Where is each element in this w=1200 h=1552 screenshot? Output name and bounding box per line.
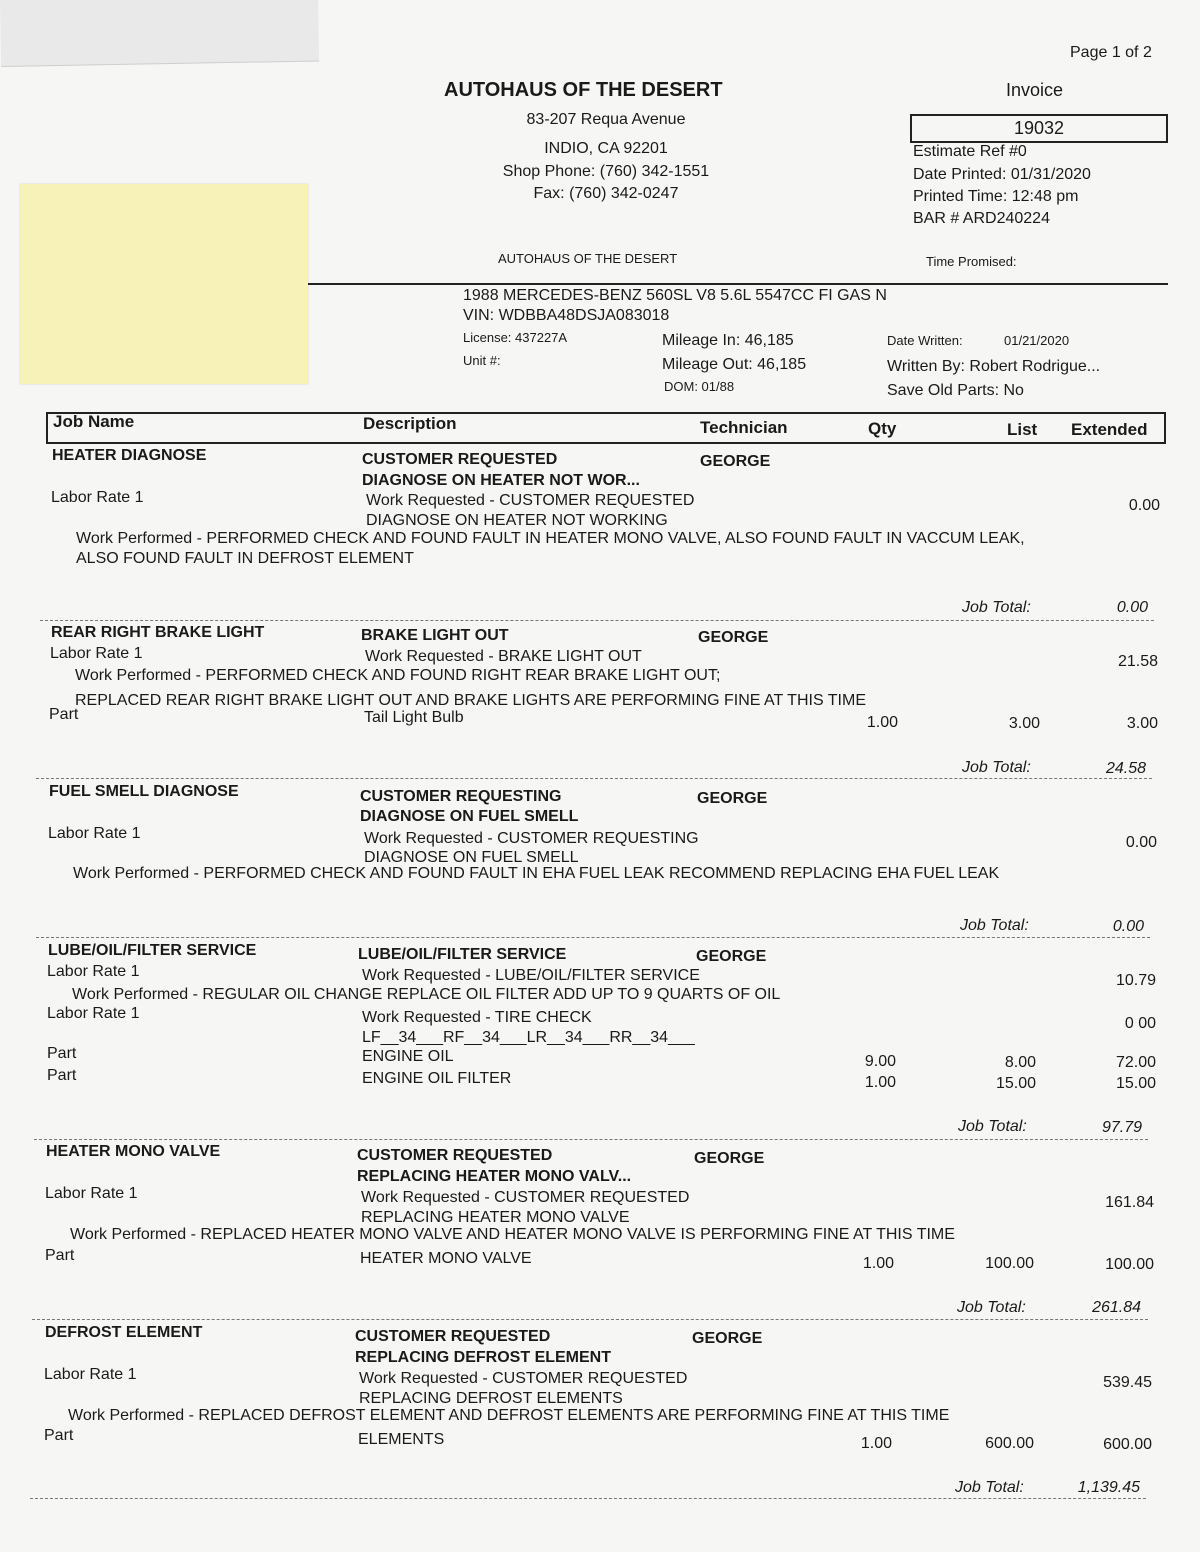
job-total-label: Job Total: — [958, 1118, 1027, 1135]
job-description: LUBE/OIL/FILTER SERVICE — [358, 946, 567, 963]
part-list: 3.00 — [1008, 715, 1040, 732]
labor-line: Labor Rate 1 — [45, 1185, 138, 1202]
work-performed: Work Performed - PERFORMED CHECK AND FOUND RIGHT REAR BRAKE LIGHT OUT; — [75, 667, 721, 684]
job-technician: GEORGE — [700, 453, 771, 470]
part-name: HEATER MONO VALVE — [360, 1250, 532, 1267]
job-divider — [30, 1498, 1146, 1499]
labor-amount: 161.84 — [1105, 1194, 1154, 1211]
col-extended: Extended — [1071, 420, 1148, 439]
part-label: Part — [45, 1247, 75, 1264]
job-total: 0.00 — [1116, 599, 1148, 616]
labor-line: Labor Rate 1 — [48, 825, 141, 842]
job-divider — [36, 778, 1152, 779]
job-description: BRAKE LIGHT OUT — [361, 627, 509, 644]
work-requested: Work Requested - CUSTOMER REQUESTED — [361, 1189, 690, 1206]
vehicle-license: License: 437227A — [463, 330, 568, 345]
job-technician: GEORGE — [694, 1150, 765, 1167]
shop-phone: Shop Phone: (760) 342-1551 — [502, 163, 710, 180]
part-list: 8.00 — [1004, 1054, 1036, 1071]
shop-address: 83-207 Requa Avenue — [526, 111, 686, 128]
job-total: 0.00 — [1112, 918, 1144, 935]
work-performed: Work Performed - PERFORMED CHECK AND FOUND FAULT IN EHA FUEL LEAK RECOMMEND REPLACING EHA FUEL LEAK — [73, 865, 1000, 882]
work-requested: DIAGNOSE ON FUEL SMELL — [364, 849, 579, 866]
job-divider — [36, 937, 1150, 938]
bar-number: BAR # ARD240224 — [913, 210, 1050, 227]
part-extended: 600.00 — [1103, 1436, 1152, 1453]
shop-name: AUTOHAUS OF THE DESERT — [444, 79, 723, 101]
labor-amount: 0 00 — [1124, 1015, 1156, 1032]
part-list: 15.00 — [995, 1075, 1036, 1092]
invoice-number: 19032 — [1013, 118, 1065, 138]
shop-city: INDIO, CA 92201 — [544, 140, 668, 157]
col-list: List — [1007, 420, 1038, 439]
part-list: 100.00 — [985, 1255, 1034, 1272]
sticky-note — [20, 184, 308, 384]
date-written-value: 01/21/2020 — [1004, 333, 1070, 348]
job-description: CUSTOMER REQUESTED — [362, 451, 558, 468]
job-description: CUSTOMER REQUESTING — [360, 788, 562, 805]
job-total-label: Job Total: — [957, 1299, 1026, 1316]
work-requested: Work Requested - CUSTOMER REQUESTING — [364, 830, 699, 847]
work-requested: Work Requested - LUBE/OIL/FILTER SERVICE — [362, 967, 700, 984]
work-performed: REPLACED REAR RIGHT BRAKE LIGHT OUT AND BRAKE LIGHTS ARE PERFORMING FINE AT THIS TIME — [75, 692, 866, 709]
labor-line: Labor Rate 1 — [44, 1366, 137, 1383]
part-qty: 1.00 — [866, 714, 898, 731]
labor-amount: 539.45 — [1103, 1374, 1152, 1391]
part-qty: 1.00 — [860, 1435, 892, 1452]
part-qty: 1.00 — [862, 1255, 894, 1272]
part-label: Part — [49, 706, 79, 723]
labor-amount: 21.58 — [1117, 653, 1158, 670]
job-name: DEFROST ELEMENT — [45, 1324, 203, 1341]
job-description: CUSTOMER REQUESTED — [357, 1147, 553, 1164]
job-description: DIAGNOSE ON HEATER NOT WOR... — [362, 472, 640, 489]
work-performed: Work Performed - REGULAR OIL CHANGE REPLACE OIL FILTER ADD UP TO 9 QUARTS OF OIL — [72, 986, 781, 1003]
job-name: HEATER DIAGNOSE — [52, 447, 207, 464]
time-promised: Time Promised: — [926, 254, 1017, 269]
invoice-number-box — [910, 114, 1168, 143]
scanner-tape-strip — [0, 0, 319, 67]
job-divider — [32, 1319, 1148, 1320]
job-total: 97.79 — [1101, 1119, 1142, 1136]
work-requested: REPLACING HEATER MONO VALVE — [361, 1209, 630, 1226]
vehicle-vin: VIN: WDBBA48DSJA083018 — [463, 307, 670, 324]
invoice-label: Invoice — [1006, 80, 1064, 100]
part-label: Part — [47, 1067, 77, 1084]
job-technician: GEORGE — [696, 948, 767, 965]
job-description: REPLACING HEATER MONO VALV... — [357, 1168, 632, 1185]
col-technician: Technician — [700, 418, 788, 437]
work-requested: Work Requested - BRAKE LIGHT OUT — [365, 648, 642, 665]
job-total-label: Job Total: — [962, 599, 1031, 616]
labor-line: Labor Rate 1 — [51, 489, 144, 506]
vehicle-unit: Unit #: — [463, 353, 501, 368]
part-name: ELEMENTS — [358, 1431, 445, 1448]
part-name: ENGINE OIL — [362, 1048, 454, 1065]
job-total-label: Job Total: — [960, 917, 1029, 934]
work-requested: REPLACING DEFROST ELEMENTS — [359, 1390, 623, 1407]
job-total: 24.58 — [1105, 760, 1146, 777]
job-total: 1,139.45 — [1077, 1479, 1140, 1496]
job-description: CUSTOMER REQUESTED — [355, 1328, 551, 1345]
part-name: ENGINE OIL FILTER — [362, 1070, 512, 1087]
labor-amount: 10.79 — [1115, 972, 1156, 989]
job-total-label: Job Total: — [962, 759, 1031, 776]
estimate-ref: Estimate Ref #0 — [913, 143, 1027, 160]
mileage-in: Mileage In: 46,185 — [662, 332, 794, 349]
job-technician: GEORGE — [692, 1330, 763, 1347]
part-label: Part — [44, 1427, 74, 1444]
work-performed: ALSO FOUND FAULT IN DEFROST ELEMENT — [76, 550, 414, 567]
job-name: LUBE/OIL/FILTER SERVICE — [48, 942, 257, 959]
written-by: Written By: Robert Rodrigue... — [887, 358, 1101, 375]
job-technician: GEORGE — [698, 629, 769, 646]
job-technician: GEORGE — [697, 790, 768, 807]
work-performed: Work Performed - PERFORMED CHECK AND FOUND FAULT IN HEATER MONO VALVE, ALSO FOUND FAULT IN VACCUM LEAK, — [76, 530, 1025, 547]
job-total-label: Job Total: — [955, 1479, 1024, 1496]
job-total: 261.84 — [1092, 1299, 1141, 1316]
labor-line: Labor Rate 1 — [47, 1005, 140, 1022]
page-number: Page 1 of 2 — [1070, 44, 1152, 61]
header-divider — [308, 283, 1168, 285]
part-extended: 100.00 — [1105, 1256, 1154, 1273]
save-old-parts: Save Old Parts: No — [887, 382, 1024, 399]
work-performed: Work Performed - REPLACED HEATER MONO VALVE AND HEATER MONO VALVE IS PERFORMING FINE AT THIS TIME — [70, 1226, 955, 1243]
work-requested: Work Requested - CUSTOMER REQUESTED — [359, 1370, 688, 1387]
job-name: HEATER MONO VALVE — [46, 1143, 221, 1160]
part-extended: 72.00 — [1115, 1054, 1156, 1071]
part-extended: 3.00 — [1126, 715, 1158, 732]
job-description: REPLACING DEFROST ELEMENT — [355, 1349, 612, 1366]
col-qty: Qty — [868, 419, 897, 438]
job-divider — [40, 620, 1154, 621]
column-header-row — [46, 412, 1166, 444]
part-qty: 9.00 — [864, 1053, 896, 1070]
work-requested: DIAGNOSE ON HEATER NOT WORKING — [366, 512, 668, 529]
work-requested: Work Requested - TIRE CHECK — [362, 1009, 592, 1026]
vehicle-dom: DOM: 01/88 — [664, 379, 735, 394]
vehicle-model: 1988 MERCEDES-BENZ 560SL V8 5.6L 5547CC FI GAS N — [463, 287, 887, 304]
job-description: DIAGNOSE ON FUEL SMELL — [360, 808, 579, 825]
col-description: Description — [363, 414, 457, 433]
date-printed: Date Printed: 01/31/2020 — [913, 166, 1091, 183]
labor-line: Labor Rate 1 — [47, 963, 140, 980]
labor-amount: 0.00 — [1128, 497, 1160, 514]
printed-time: Printed Time: 12:48 pm — [913, 188, 1079, 205]
part-list: 600.00 — [985, 1435, 1034, 1452]
part-label: Part — [47, 1045, 77, 1062]
labor-line: Labor Rate 1 — [50, 645, 143, 662]
part-name: Tail Light Bulb — [364, 709, 464, 726]
shop-fax: Fax: (760) 342-0247 — [533, 185, 679, 202]
work-performed: Work Performed - REPLACED DEFROST ELEMENT AND DEFROST ELEMENTS ARE PERFORMING FINE AT THIS TIME — [68, 1407, 950, 1424]
date-written-label: Date Written: — [887, 333, 963, 348]
tire-check-values: LF__34___RF__34___LR__34___RR__34___ — [362, 1029, 695, 1046]
part-qty: 1.00 — [864, 1074, 896, 1091]
job-name: REAR RIGHT BRAKE LIGHT — [51, 624, 265, 641]
part-extended: 15.00 — [1115, 1075, 1156, 1092]
job-name: FUEL SMELL DIAGNOSE — [49, 783, 239, 800]
work-requested: Work Requested - CUSTOMER REQUESTED — [366, 492, 695, 509]
col-job-name: Job Name — [53, 412, 135, 431]
job-divider — [34, 1139, 1148, 1140]
shop-name-small: AUTOHAUS OF THE DESERT — [498, 251, 678, 266]
labor-amount: 0.00 — [1125, 834, 1157, 851]
mileage-out: Mileage Out: 46,185 — [662, 356, 807, 373]
